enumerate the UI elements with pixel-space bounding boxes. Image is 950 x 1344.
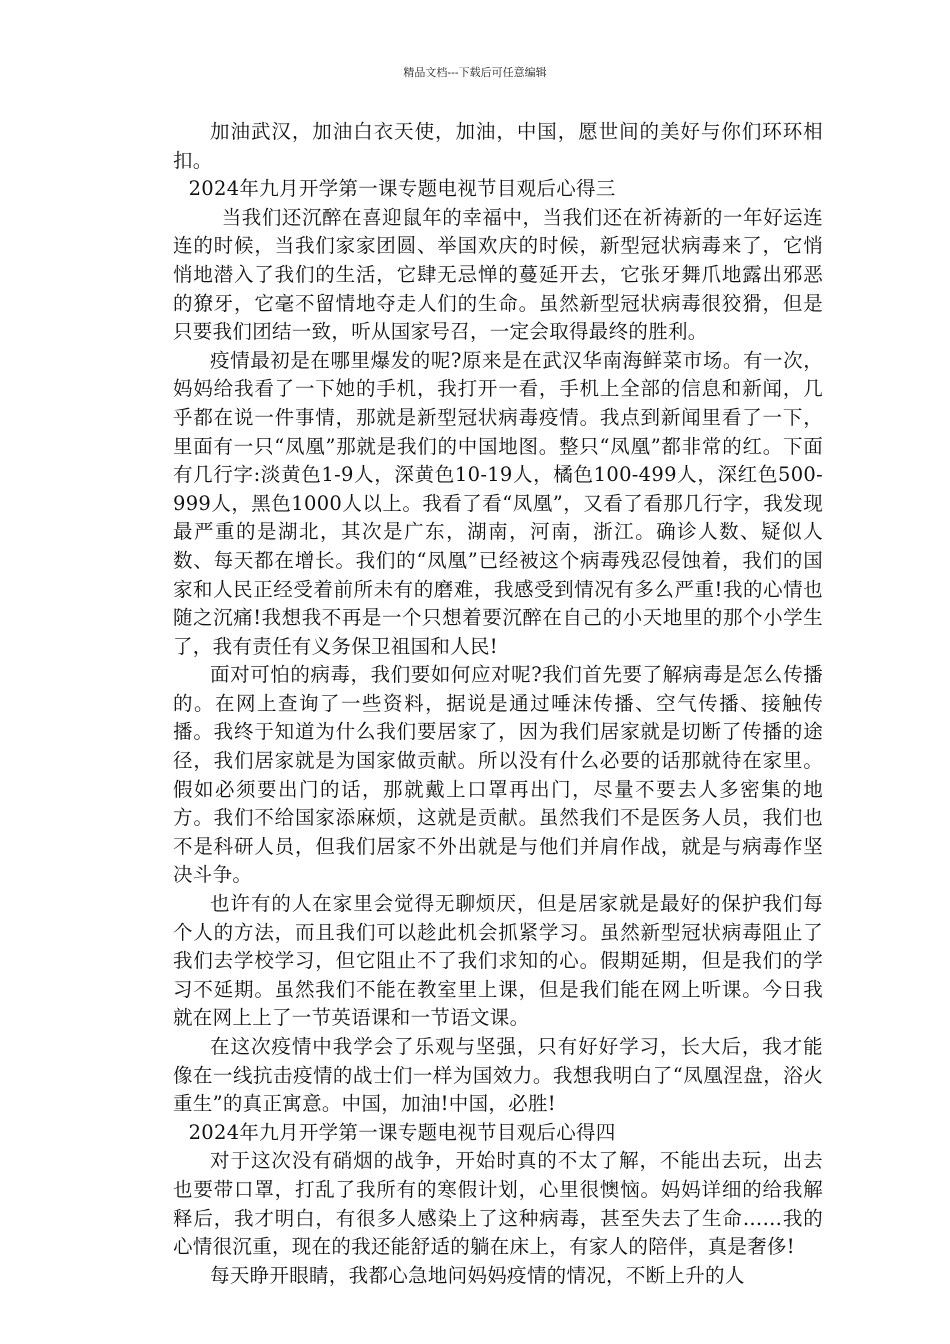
section-heading: 2024年九月开学第一课专题电视节目观后心得四 [188,1120,616,1144]
paragraph: 当我们还沉醉在喜迎鼠年的幸福中，当我们还在祈祷新的一年好运连连的时候，当我们家家团圆、举国欢庆的时候，新型冠状病毒来了，它悄悄地潜入了我们的生活，它肆无忌惮的蔓延开去，它张牙舞爪地露出邪恶的獠牙，它毫不留情地夺走人们的生命。虽然新型冠状病毒很狡猾，但是只要我们团结一致，听从国家号召，一定会取得最终的胜利。 [173,205,823,344]
section-heading: 2024年九月开学第一课专题电视节目观后心得三 [188,177,616,201]
page-header: 精品文档---下载后可任意编辑 [403,66,547,79]
paragraph: 疫情最初是在哪里爆发的呢?原来是在武汉华南海鲜菜市场。有一次，妈妈给我看了一下她的手机，我打开一看，手机上全部的信息和新闻，几乎都在说一件事情，那就是新型冠状病毒疫情。我点到新闻里看了一下，里面有一只“凤凰”那就是我们的中国地图。整只“凤凰”都非常的红。下面有几行字:淡黄色1-9人，深黄色10-19人，橘色100-499人，深红色500-999人，黑色1000人以上。我看了看“凤凰”，又看了看那几行字，我发现最严重的是湖北，其次是广东，湖南，河南，浙江。确诊人数、疑似人数、每天都在增长。我们的“凤凰”已经被这个病毒残忍侵蚀着，我们的国家和人民正经受着前所未有的磨难，我感受到情况有多么严重!我的心情也随之沉痛!我想我不再是一个只想着要沉醉在自己的小天地里的那个小学生了，我有责任有义务保卫祖国和人民! [173,348,823,658]
document-body [173,118,823,1290]
paragraph: 每天睁开眼睛，我都心急地问妈妈疫情的情况，不断上升的人 [210,1263,745,1287]
paragraph: 加油武汉，加油白衣天使，加油，中国，愿世间的美好与你们环环相扣。 [173,120,823,172]
paragraph: 面对可怕的病毒，我们要如何应对呢?我们首先要了解病毒是怎么传播的。在网上查询了一些资料，据说是通过唾沫传播、空气传播、接触传播。我终于知道为什么我们要居家了，因为我们居家就是切断了传播的途径，我们居家就是为国家做贡献。所以没有什么必要的话那就待在家里。假如必须要出门的话，那就戴上口罩再出门，尽量不要去人多密集的地方。我们不给国家添麻烦，这就是贡献。虽然我们不是医务人员，我们也不是科研人员，但我们居家不外出就是与他们并肩作战，就是与病毒作坚决斗争。 [173,663,823,887]
paragraph: 对于这次没有硝烟的战争，开始时真的不太了解，不能出去玩，出去也要带口罩，打乱了我所有的寒假计划，心里很懊恼。妈妈详细的给我解释后，我才明白，有很多人感染上了这种病毒，甚至失去了生命……我的心情很沉重，现在的我还能舒适的躺在床上，有家人的陪伴，真是奢侈! [173,1149,823,1259]
paragraph: 在这次疫情中我学会了乐观与坚强，只有好好学习，长大后，我才能像在一线抗击疫情的战士们一样为国效力。我想我明白了“凤凰涅盘，浴火重生”的真正寓意。中国，加油!中国，必胜! [173,1035,823,1116]
paragraph: 也许有的人在家里会觉得无聊烦厌，但是居家就是最好的保护我们每个人的方法，而且我们可以趁此机会抓紧学习。虽然新型冠状病毒阻止了我们去学校学习，但它阻止不了我们求知的心。假期延期，但是我们的学习不延期。虽然我们不能在教室里上课，但是我们能在网上听课。今日我就在网上上了一节英语课和一节语文课。 [173,892,823,1030]
